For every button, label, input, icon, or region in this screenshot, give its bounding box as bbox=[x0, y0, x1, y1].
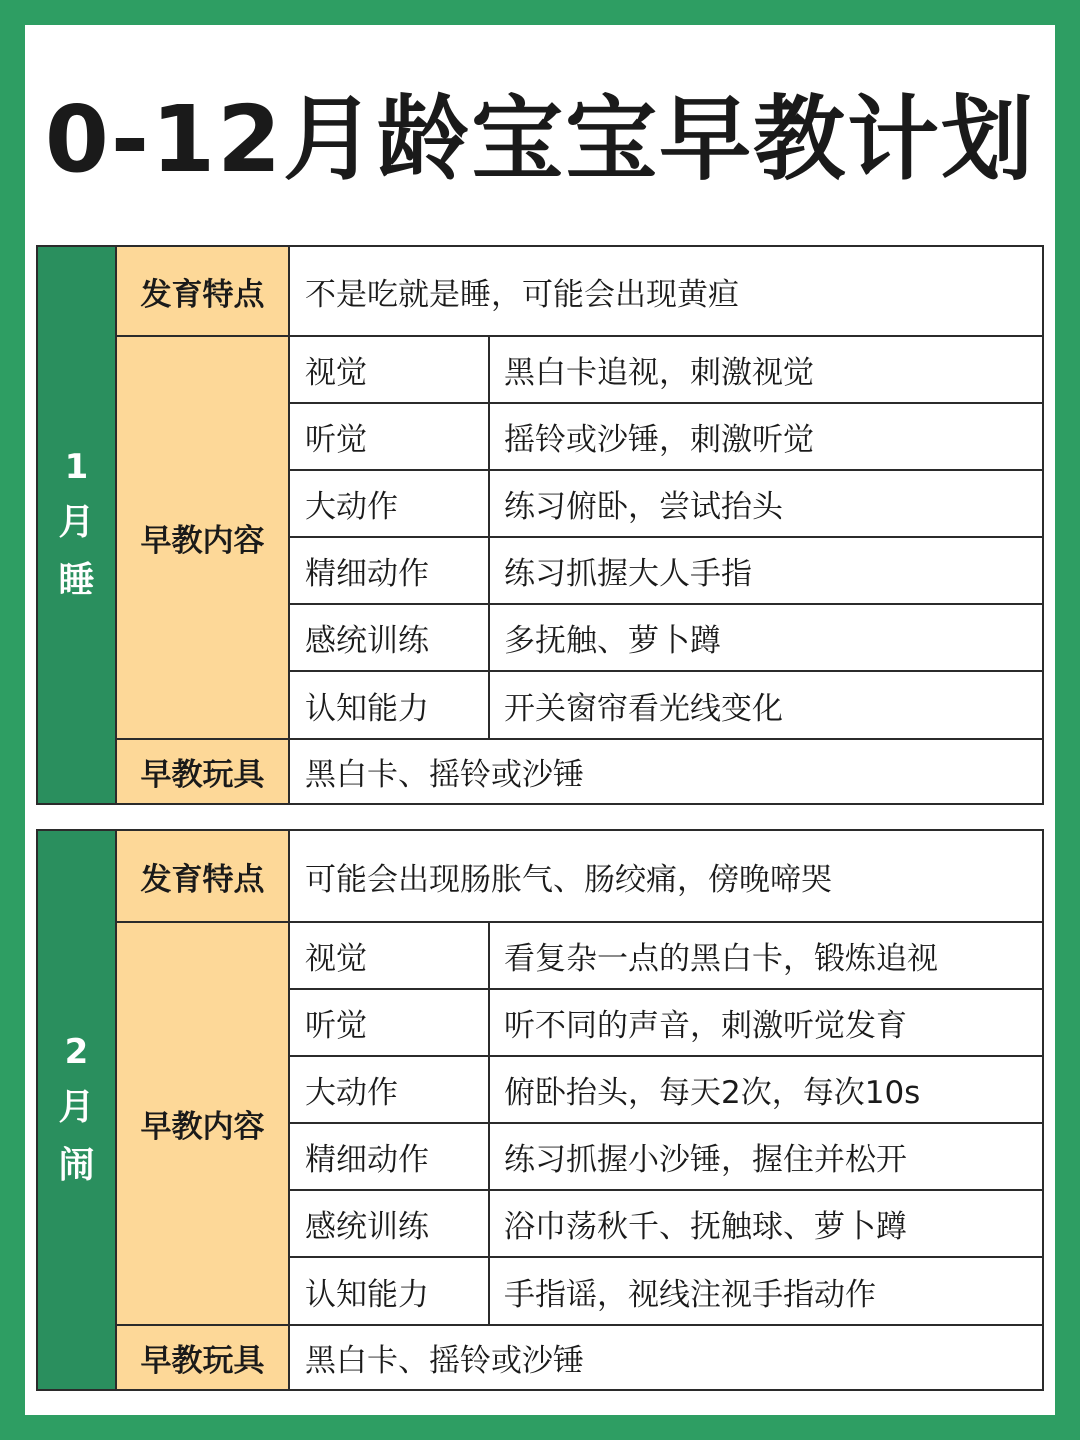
month-2-toys-row bbox=[117, 1326, 1042, 1389]
table-row bbox=[290, 337, 1042, 404]
content-category: 感统训练 bbox=[290, 605, 490, 670]
content-category: 大动作 bbox=[290, 1057, 490, 1122]
content-label: 早教内容 bbox=[117, 337, 290, 738]
table-row bbox=[290, 1057, 1042, 1124]
month-1-side-band bbox=[38, 247, 117, 803]
content-category: 视觉 bbox=[290, 337, 490, 402]
month-2-unit: 月 bbox=[58, 1087, 95, 1128]
toys-value: 黑白卡、摇铃或沙锤 bbox=[305, 757, 584, 793]
month-1-content-row bbox=[117, 337, 1042, 740]
table-row bbox=[290, 1191, 1042, 1258]
content-description: 听不同的声音，刺激听觉发育 bbox=[504, 1008, 907, 1044]
table-row bbox=[290, 605, 1042, 672]
content-description: 俯卧抬头，每天2次，每次10s bbox=[504, 1075, 921, 1111]
content-description: 手指谣，视线注视手指动作 bbox=[504, 1276, 876, 1313]
month-2-side-band bbox=[38, 831, 117, 1389]
content-category: 精细动作 bbox=[290, 1124, 490, 1189]
month-2-table bbox=[36, 829, 1044, 1391]
traits-label: 发育特点 bbox=[117, 247, 290, 335]
toys-label: 早教玩具 bbox=[117, 1326, 290, 1389]
month-2-content-row bbox=[117, 923, 1042, 1326]
month-2-number: 2 bbox=[64, 1032, 89, 1072]
month-2-traits-row bbox=[117, 831, 1042, 923]
table-row bbox=[290, 990, 1042, 1057]
month-1-table bbox=[36, 245, 1044, 805]
content-category: 感统训练 bbox=[290, 1191, 490, 1256]
month-1-toys-row bbox=[117, 740, 1042, 803]
month-1-unit: 月 bbox=[58, 502, 95, 543]
content-description: 练习抓握大人手指 bbox=[504, 556, 752, 592]
table-row bbox=[290, 1258, 1042, 1324]
content-description: 练习抓握小沙锤，握住并松开 bbox=[504, 1142, 907, 1178]
content-category: 认知能力 bbox=[290, 1258, 490, 1324]
content-category: 听觉 bbox=[290, 990, 490, 1055]
table-row bbox=[290, 1124, 1042, 1191]
content-category: 听觉 bbox=[290, 404, 490, 469]
content-description: 练习俯卧，尝试抬头 bbox=[504, 489, 783, 525]
content-category: 精细动作 bbox=[290, 538, 490, 603]
traits-value: 不是吃就是睡，可能会出现黄疸 bbox=[305, 276, 739, 313]
page-title: 0-12月龄宝宝早教计划 bbox=[44, 86, 1036, 193]
content-label: 早教内容 bbox=[117, 923, 290, 1324]
content-description: 开关窗帘看光线变化 bbox=[504, 690, 783, 727]
table-row bbox=[290, 923, 1042, 990]
content-description: 多抚触、萝卜蹲 bbox=[504, 623, 721, 659]
content-category: 认知能力 bbox=[290, 672, 490, 738]
traits-value: 可能会出现肠胀气、肠绞痛，傍晚啼哭 bbox=[305, 861, 832, 898]
toys-label: 早教玩具 bbox=[117, 740, 290, 803]
content-description: 黑白卡追视，刺激视觉 bbox=[504, 355, 814, 391]
table-row bbox=[290, 404, 1042, 471]
traits-label: 发育特点 bbox=[117, 831, 290, 921]
toys-value: 黑白卡、摇铃或沙锤 bbox=[305, 1343, 584, 1379]
month-2-keyword: 闹 bbox=[58, 1145, 95, 1186]
month-1-number: 1 bbox=[64, 447, 89, 487]
table-row bbox=[290, 538, 1042, 605]
content-description: 浴巾荡秋千、抚触球、萝卜蹲 bbox=[504, 1209, 907, 1245]
content-category: 大动作 bbox=[290, 471, 490, 536]
content-description: 看复杂一点的黑白卡，锻炼追视 bbox=[504, 941, 938, 977]
month-1-traits-row bbox=[117, 247, 1042, 337]
table-row bbox=[290, 672, 1042, 738]
content-category: 视觉 bbox=[290, 923, 490, 988]
content-description: 摇铃或沙锤，刺激听觉 bbox=[504, 422, 814, 458]
table-row bbox=[290, 471, 1042, 538]
month-1-keyword: 睡 bbox=[58, 560, 95, 601]
